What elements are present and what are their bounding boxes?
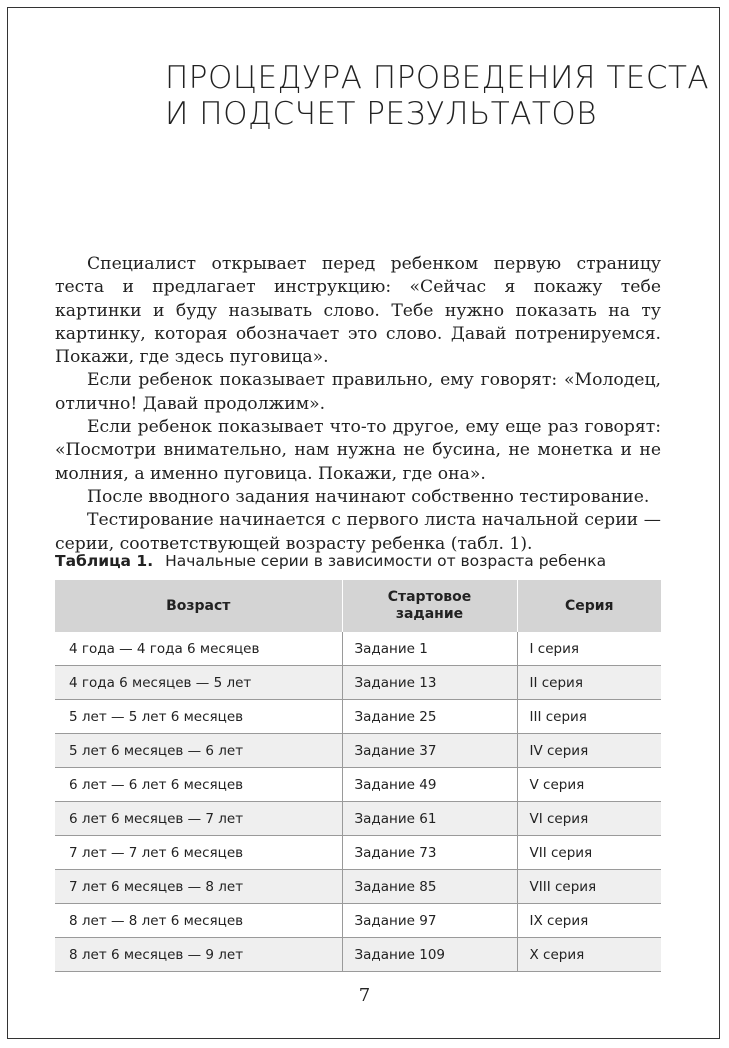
cell-series: III серия (517, 700, 661, 734)
cell-series: IX серия (517, 904, 661, 938)
cell-start-task: Задание 49 (342, 768, 517, 802)
cell-start-task: Задание 13 (342, 666, 517, 700)
table-row (55, 768, 661, 802)
body-text (55, 253, 661, 556)
header-series: Серия (517, 580, 661, 632)
cell-age: 8 лет 6 месяцев — 9 лет (55, 938, 342, 972)
table-row (55, 938, 661, 972)
cell-series: II серия (517, 666, 661, 700)
table-row (55, 870, 661, 904)
series-table (55, 580, 661, 972)
paragraph: Специалист открывает перед ребенком первую страницу теста и предлагает инструкцию: «Сейчас я покажу тебе картинки и буду называть слово. Тебе нужно показать на ту картинку, которая обозначает это слово. Давай потренируемся. Покажи, где здесь пуговица». (55, 254, 661, 368)
cell-series: VI серия (517, 802, 661, 836)
header-age: Возраст (55, 580, 342, 632)
cell-start-task: Задание 37 (342, 734, 517, 768)
cell-age: 8 лет — 8 лет 6 месяцев (55, 904, 342, 938)
cell-age: 4 года 6 месяцев — 5 лет (55, 666, 342, 700)
cell-series: I серия (517, 632, 661, 666)
cell-series: VII серия (517, 836, 661, 870)
paragraph: Если ребенок показывает правильно, ему говорят: «Молодец, отлично! Давай продолжим». (55, 370, 661, 414)
cell-start-task: Задание 97 (342, 904, 517, 938)
table-caption (55, 551, 606, 571)
cell-start-task: Задание 109 (342, 938, 517, 972)
table-row (55, 700, 661, 734)
table-row (55, 802, 661, 836)
title-line-2: И ПОДСЧЕТ РЕЗУЛЬТАТОВ (165, 96, 598, 132)
paragraph: Тестирование начинается с первого листа начальной серии — серии, соответствующей возрасту ребенка (табл. 1). (55, 510, 661, 554)
cell-start-task: Задание 85 (342, 870, 517, 904)
table-row (55, 734, 661, 768)
cell-age: 5 лет — 5 лет 6 месяцев (55, 700, 342, 734)
cell-start-task: Задание 1 (342, 632, 517, 666)
table-row (55, 904, 661, 938)
title-line-1: ПРОЦЕДУРА ПРОВЕДЕНИЯ ТЕСТА (165, 60, 710, 96)
cell-start-task: Задание 73 (342, 836, 517, 870)
cell-series: X серия (517, 938, 661, 972)
cell-age: 6 лет — 6 лет 6 месяцев (55, 768, 342, 802)
table-row (55, 836, 661, 870)
table-row (55, 632, 661, 666)
table-row (55, 666, 661, 700)
cell-series: IV серия (517, 734, 661, 768)
page-title (165, 60, 709, 132)
paragraph: После вводного задания начинают собственно тестирование. (87, 486, 650, 507)
header-start-task: Стартовое задание (342, 580, 517, 632)
cell-series: V серия (517, 768, 661, 802)
table-caption-label: Таблица 1. (55, 552, 154, 570)
cell-age: 7 лет — 7 лет 6 месяцев (55, 836, 342, 870)
table-caption-text: Начальные серии в зависимости от возраста ребенка (165, 552, 607, 570)
table-header-row (55, 580, 661, 632)
cell-age: 7 лет 6 месяцев — 8 лет (55, 870, 342, 904)
cell-start-task: Задание 61 (342, 802, 517, 836)
cell-age: 4 года — 4 года 6 месяцев (55, 632, 342, 666)
cell-age: 6 лет 6 месяцев — 7 лет (55, 802, 342, 836)
cell-age: 5 лет 6 месяцев — 6 лет (55, 734, 342, 768)
page-number: 7 (358, 985, 371, 1006)
cell-start-task: Задание 25 (342, 700, 517, 734)
cell-series: VIII серия (517, 870, 661, 904)
paragraph: Если ребенок показывает что-то другое, ему еще раз говорят: «Посмотри внимательно, нам нужна не бусина, не монетка и не молния, а именно пуговица. Покажи, где она». (55, 417, 661, 484)
